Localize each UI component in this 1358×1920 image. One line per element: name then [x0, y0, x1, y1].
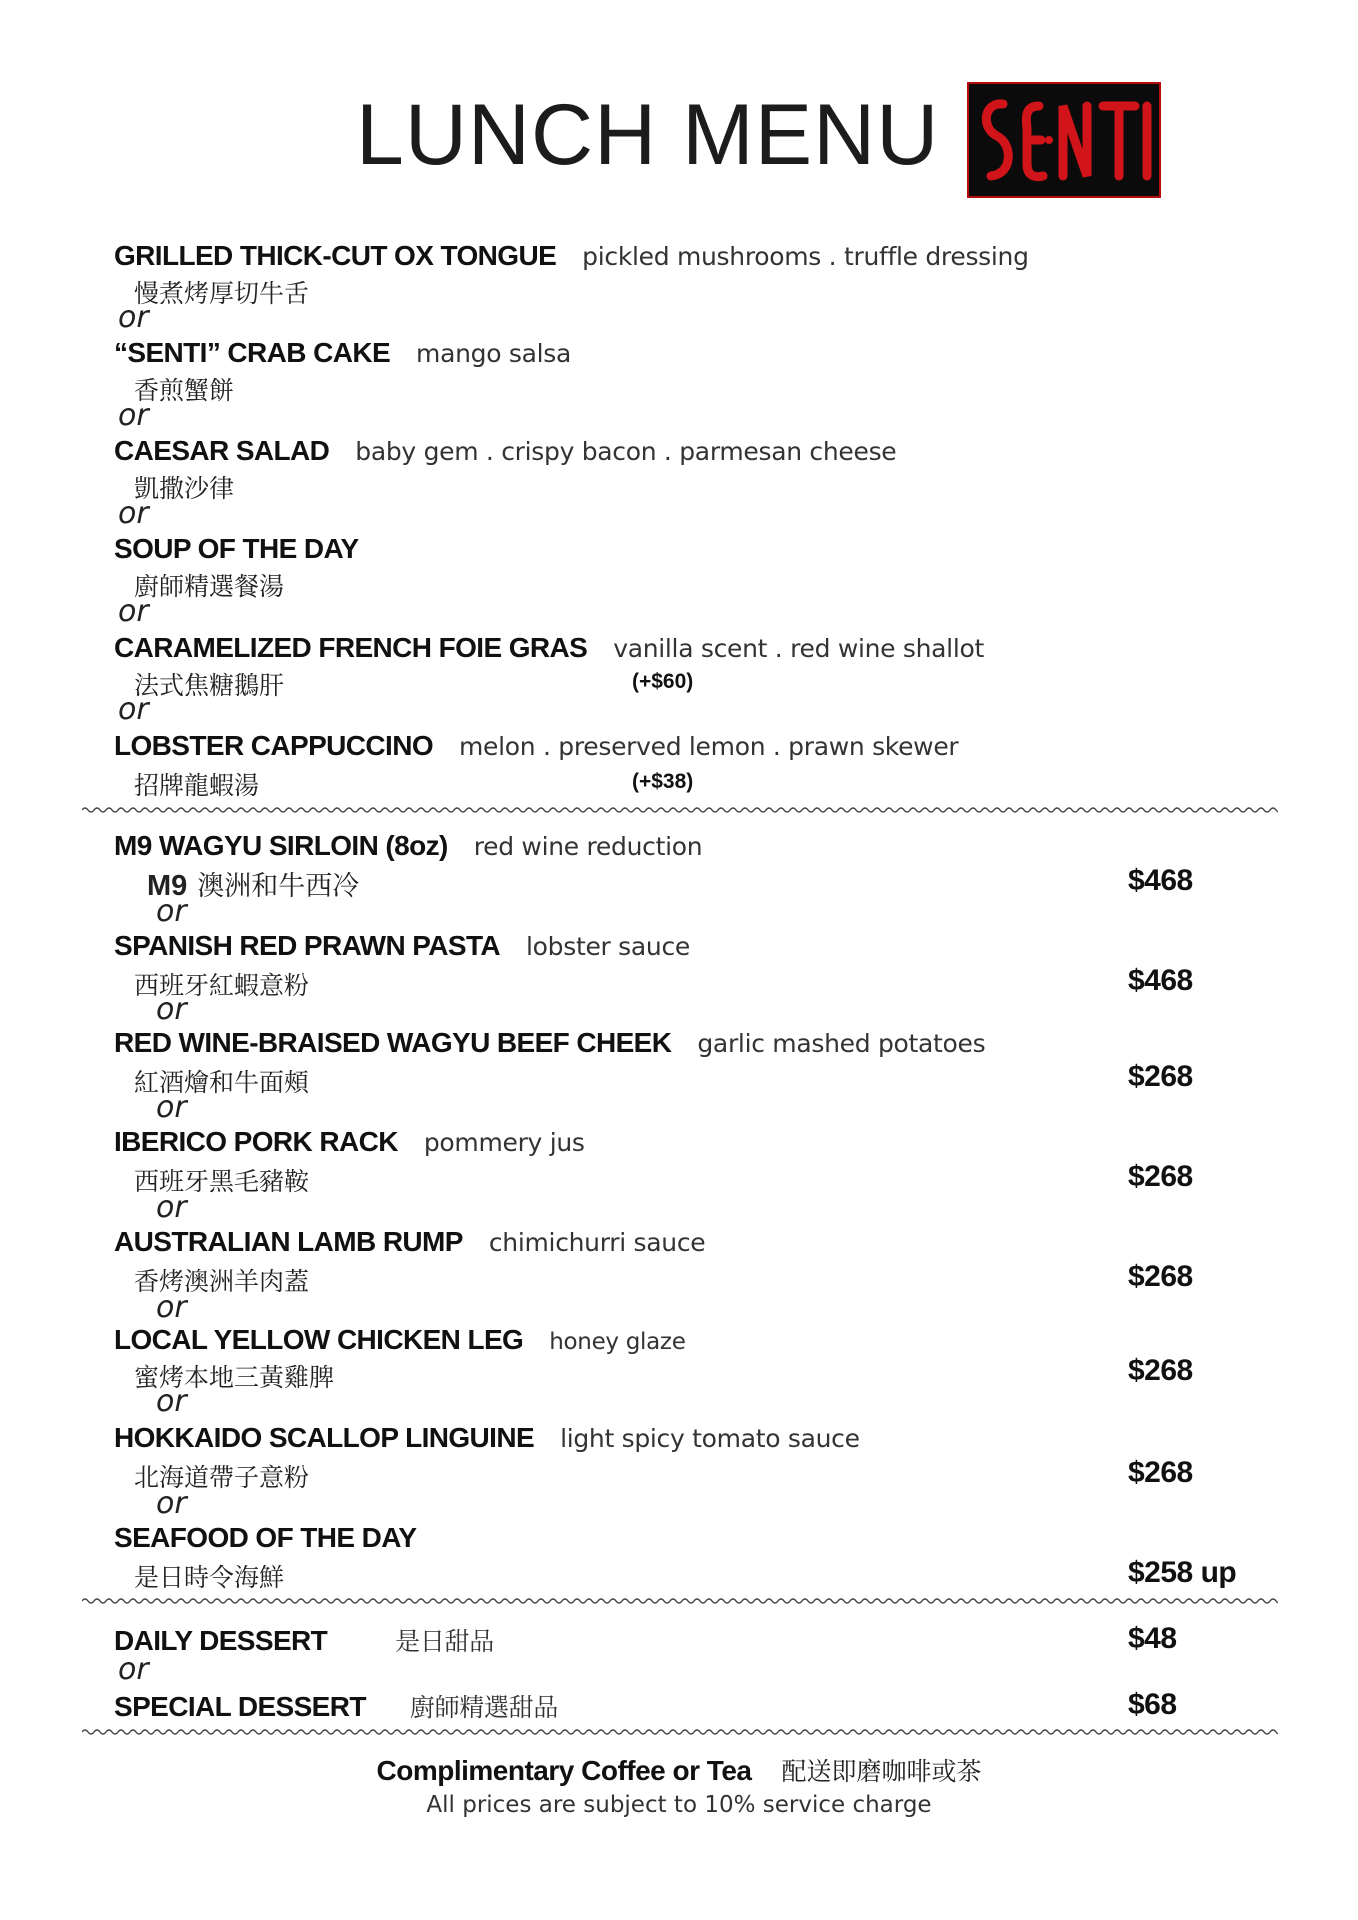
dish-chinese-name: 招牌龍蝦湯: [134, 771, 260, 800]
main-item: [114, 1126, 585, 1158]
dish-chinese-name: 廚師精選甜品: [409, 1693, 559, 1722]
dish-name: IBERICO PORK RACK: [114, 1126, 398, 1157]
price-label: $68: [1128, 1688, 1177, 1721]
dish-chinese-name: 凱撒沙律: [134, 474, 235, 503]
dish-name: SPECIAL DESSERT: [114, 1691, 366, 1722]
price-label: $268: [1128, 1160, 1193, 1193]
or-separator: or: [156, 1486, 187, 1521]
service-charge-note: All prices are subject to 10% service charge: [426, 1792, 932, 1818]
surcharge-label: (+$38): [632, 770, 694, 793]
dish-description: vanilla scent . red wine shallot: [613, 634, 984, 663]
main-item: [114, 1027, 985, 1059]
dish-chinese-name: 慢煮烤厚切牛舌: [134, 279, 310, 308]
or-separator: or: [156, 1190, 187, 1225]
dish-chinese-name: 蜜烤本地三黃雞脾: [134, 1363, 335, 1392]
or-separator: or: [118, 594, 149, 629]
or-separator: or: [156, 1290, 187, 1325]
price-label: $258 up: [1128, 1556, 1237, 1589]
or-separator: or: [156, 894, 187, 929]
dish-chinese-name: 廚師精選餐湯: [134, 572, 285, 601]
main-item: [114, 1422, 860, 1454]
dish-name: LOCAL YELLOW CHICKEN LEG: [114, 1324, 524, 1355]
or-separator: or: [118, 300, 149, 335]
surcharge-label: (+$60): [632, 670, 694, 693]
or-separator: or: [156, 992, 187, 1027]
senti-logo-mark: [969, 84, 1159, 196]
page-title: LUNCH MENU: [356, 87, 940, 183]
starter-item: [114, 240, 1029, 272]
or-separator: or: [118, 692, 149, 727]
dish-name: “SENTI” CRAB CAKE: [114, 337, 391, 368]
complimentary-chinese: 配送即磨咖啡或茶: [781, 1757, 982, 1786]
dish-name: HOKKAIDO SCALLOP LINGUINE: [114, 1422, 535, 1453]
dish-chinese-name: 西班牙紅蝦意粉: [134, 971, 310, 1000]
dish-name: GRILLED THICK-CUT OX TONGUE: [114, 240, 557, 271]
or-separator: or: [156, 1090, 187, 1125]
starter-item: [114, 533, 359, 565]
starter-item: [114, 337, 571, 369]
dish-name: AUSTRALIAN LAMB RUMP: [114, 1226, 463, 1257]
price-label: $268: [1128, 1260, 1193, 1293]
or-separator: or: [118, 1652, 149, 1687]
main-item: [114, 830, 702, 862]
wavy-divider: [82, 1727, 1278, 1737]
price-label: $48: [1128, 1622, 1177, 1655]
price-label: $268: [1128, 1060, 1193, 1093]
main-item: [114, 930, 690, 962]
or-separator: or: [118, 496, 149, 531]
dish-description: honey glaze: [549, 1329, 686, 1355]
senti-logo: [967, 82, 1161, 198]
or-separator: or: [156, 1384, 187, 1419]
complimentary-english: Complimentary Coffee or Tea: [376, 1755, 752, 1786]
dish-chinese-name: 是日時令海鮮: [134, 1563, 285, 1592]
main-item: [114, 1226, 705, 1258]
or-separator: or: [118, 398, 149, 433]
starter-item: [114, 632, 984, 664]
dish-name: SEAFOOD OF THE DAY: [114, 1522, 417, 1553]
dish-description: red wine reduction: [473, 832, 703, 861]
dish-chinese-name: 法式焦糖鵝肝: [134, 671, 285, 700]
dessert-item: [114, 1688, 558, 1724]
dish-code: M9: [147, 870, 188, 902]
price-label: $468: [1128, 864, 1193, 897]
starter-item: [114, 435, 896, 467]
wavy-divider: [82, 1596, 1278, 1606]
dish-description: pickled mushrooms . truffle dressing: [582, 242, 1029, 271]
wavy-divider: [82, 805, 1278, 815]
dish-description: melon . preserved lemon . prawn skewer: [459, 732, 959, 761]
dish-description: baby gem . crispy bacon . parmesan cheese: [355, 437, 897, 466]
starter-item: [114, 730, 958, 762]
dish-chinese-text: 澳洲和牛西冷: [197, 871, 360, 902]
dessert-item: [114, 1622, 494, 1658]
dish-chinese-name: 香煎蟹餅: [134, 376, 235, 405]
dish-description: light spicy tomato sauce: [560, 1424, 860, 1453]
dish-name: M9 WAGYU SIRLOIN (8oz): [114, 830, 448, 861]
dish-description: lobster sauce: [526, 932, 690, 961]
price-label: $268: [1128, 1354, 1193, 1387]
dish-name: LOBSTER CAPPUCCINO: [114, 730, 433, 761]
price-label: $468: [1128, 964, 1193, 997]
dish-name: CARAMELIZED FRENCH FOIE GRAS: [114, 632, 588, 663]
dish-description: pommery jus: [423, 1128, 585, 1157]
dish-chinese-name: 紅酒燴和牛面頰: [134, 1068, 310, 1097]
dish-name: DAILY DESSERT: [114, 1625, 328, 1656]
dish-name: CAESAR SALAD: [114, 435, 330, 466]
dish-chinese-name: 西班牙黑毛豬鞍: [134, 1167, 310, 1196]
price-label: $268: [1128, 1456, 1193, 1489]
dish-name: SOUP OF THE DAY: [114, 533, 359, 564]
dish-description: mango salsa: [416, 339, 572, 368]
complimentary-line: [0, 1752, 1358, 1788]
main-item: [114, 1522, 416, 1554]
dish-chinese-name: 是日甜品: [395, 1627, 494, 1656]
dish-name: RED WINE-BRAISED WAGYU BEEF CHEEK: [114, 1027, 672, 1058]
dish-chinese-name: 香烤澳洲羊肉蓋: [134, 1267, 310, 1296]
dish-description: chimichurri sauce: [488, 1228, 706, 1257]
dish-name: SPANISH RED PRAWN PASTA: [114, 930, 501, 961]
main-item: [114, 1324, 686, 1356]
dish-chinese-name: 北海道帶子意粉: [134, 1463, 310, 1492]
dish-description: garlic mashed potatoes: [697, 1029, 986, 1058]
